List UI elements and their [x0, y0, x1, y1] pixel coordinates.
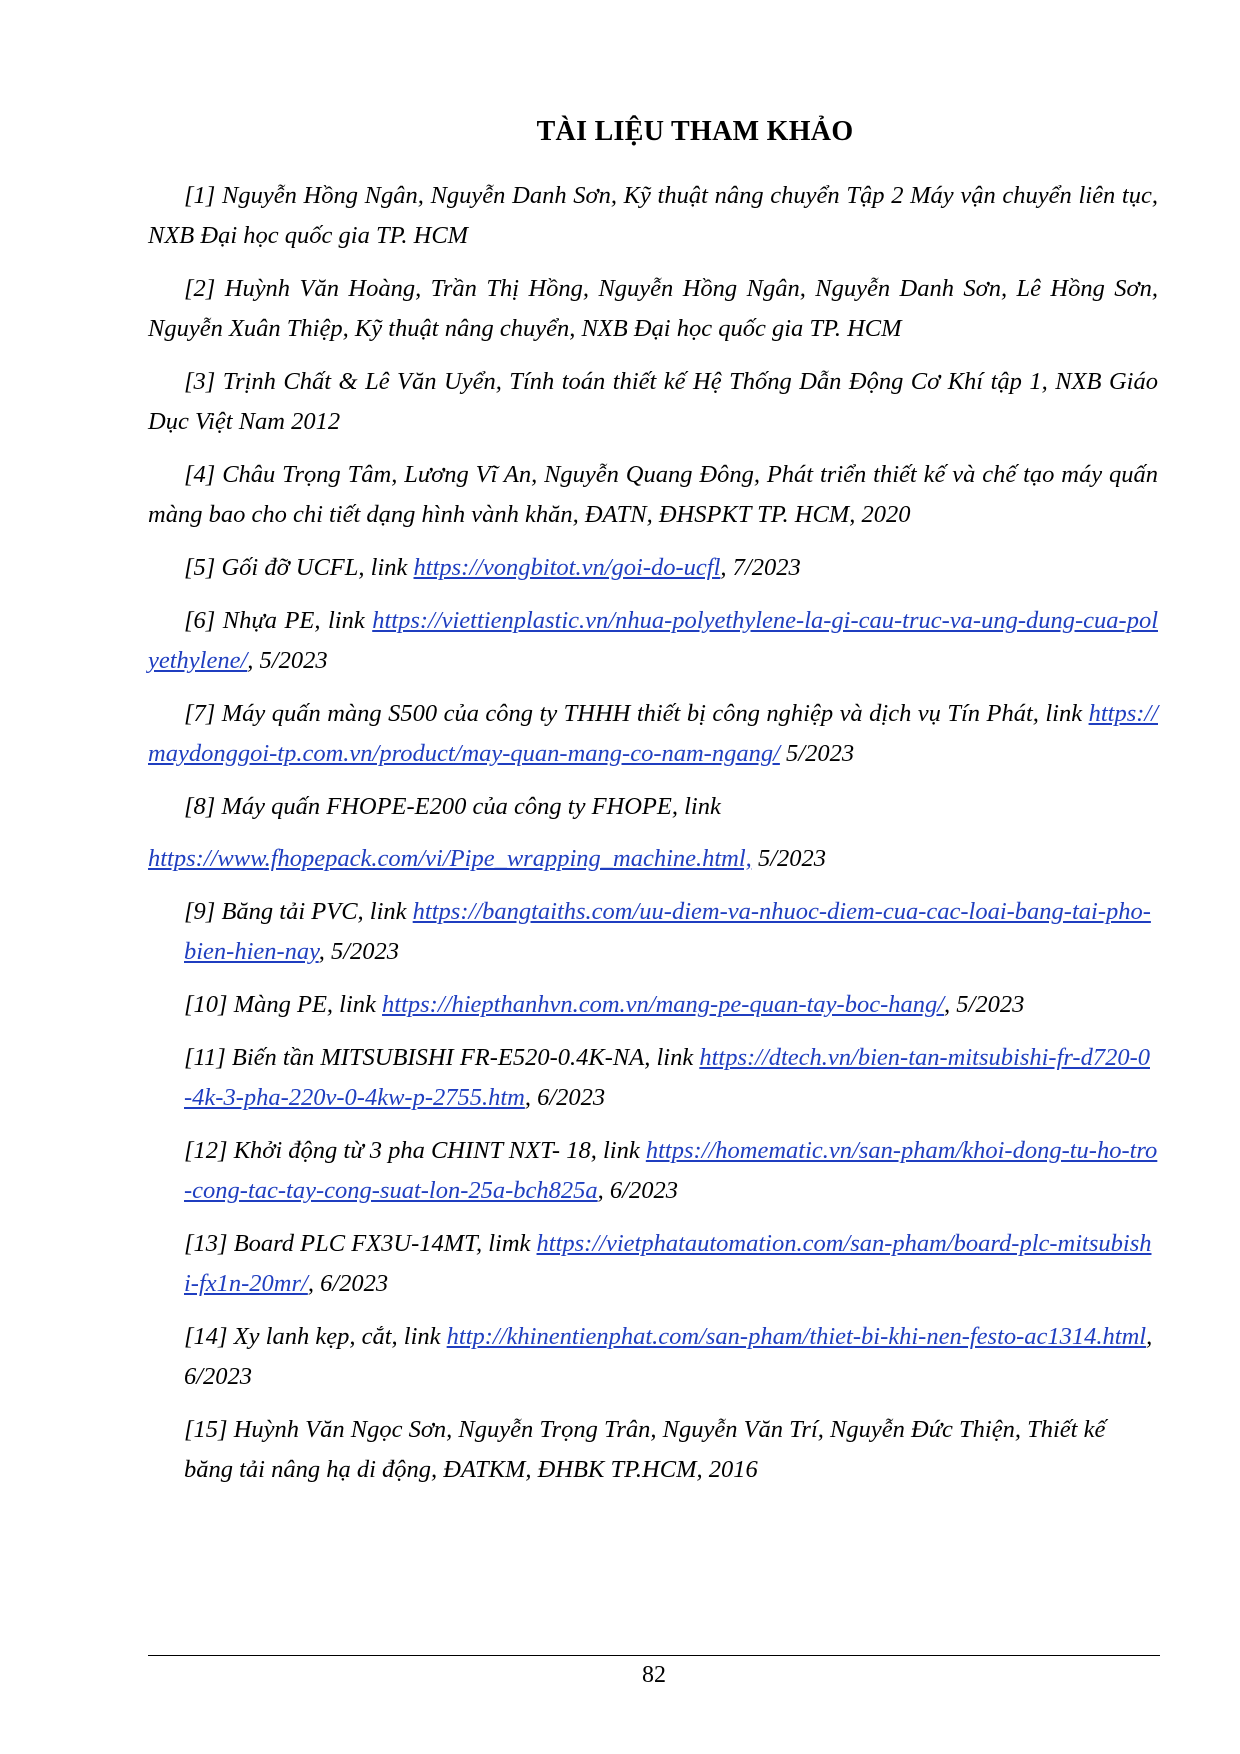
reference-item-5: [148, 548, 1158, 588]
reference-item-7: [148, 694, 1158, 774]
reference-item-15: [15] Huỳnh Văn Ngọc Sơn, Nguyễn Trọng Trân, Nguyễn Văn Trí, Nguyễn Đức Thiện, Thiết kế băng tải nâng hạ di động, ĐATKM, ĐHBK TP.HCM, 2016: [184, 1416, 1106, 1483]
reference-text: [14] Xy lanh kẹp, cắt, link: [184, 1323, 447, 1350]
reference-text: [11] Biến tần MITSUBISHI FR-E520-0.4K-NA, link: [184, 1044, 700, 1071]
reference-item-6: [148, 601, 1158, 681]
reference-date: , 6/2023: [524, 1084, 606, 1111]
reference-item-13: [148, 1224, 1158, 1304]
reference-date: 5/2023: [751, 845, 826, 872]
reference-text: [8] Máy quấn FHOPE-E200 của công ty FHOPE, link: [184, 793, 721, 820]
reference-list: [148, 176, 1158, 1503]
reference-link-line: [148, 839, 1158, 879]
reference-link[interactable]: https://maydonggoi-tp.com.vn/product/may-quan-mang-co-nam-ngang/: [148, 700, 1158, 767]
reference-date: , 7/2023: [720, 554, 801, 581]
reference-item-1: [1] Nguyễn Hồng Ngân, Nguyễn Danh Sơn, Kỹ thuật nâng chuyển Tập 2 Máy vận chuyển liên tục, NXB Đại học quốc gia TP. HCM: [148, 182, 1158, 249]
reference-item-9: [148, 892, 1158, 972]
reference-text: [12] Khởi động từ 3 pha CHINT NXT- 18, link: [184, 1137, 646, 1164]
reference-link[interactable]: https://www.fhopepack.com/vi/Pipe_wrapping_machine.html,: [148, 845, 752, 872]
reference-item-12: [148, 1131, 1158, 1211]
reference-item-4: [4] Châu Trọng Tâm, Lương Vĩ An, Nguyễn Quang Đông, Phát triển thiết kế và chế tạo máy quấn màng bao cho chi tiết dạng hình vành khăn, ĐATN, ĐHSPKT TP. HCM, 2020: [148, 461, 1158, 528]
reference-item-14: [148, 1317, 1158, 1397]
reference-item-2: [2] Huỳnh Văn Hoàng, Trần Thị Hồng, Nguyễn Hồng Ngân, Nguyễn Danh Sơn, Lê Hồng Sơn, Nguyễn Xuân Thiệp, Kỹ thuật nâng chuyển, NXB Đại học quốc gia TP. HCM: [148, 275, 1158, 342]
reference-date: , 5/2023: [318, 938, 400, 965]
reference-item-8: [148, 787, 1158, 879]
page-number: 82: [642, 1662, 666, 1688]
reference-link[interactable]: https://bangtaiths.com/uu-diem-va-nhuoc-diem-cua-cac-loai-bang-tai-pho-bien-hien-nay: [184, 898, 1151, 965]
reference-text: [9] Băng tải PVC, link: [184, 898, 413, 925]
reference-text: [6] Nhựa PE, link: [184, 607, 373, 634]
reference-link[interactable]: http://khinentienphat.com/san-pham/thiet-bi-khi-nen-festo-ac1314.html: [446, 1323, 1147, 1350]
reference-item-10: [148, 985, 1158, 1025]
reference-link[interactable]: https://dtech.vn/bien-tan-mitsubishi-fr-d720-0-4k-3-pha-220v-0-4kw-p-2755.htm: [184, 1044, 1150, 1111]
reference-link[interactable]: https://homematic.vn/san-pham/khoi-dong-tu-ho-tro-cong-tac-tay-cong-suat-lon-25a-bch825a: [184, 1137, 1158, 1204]
reference-text: [7] Máy quấn màng S500 của công ty THHH thiết bị công nghiệp và dịch vụ Tín Phát, link: [184, 700, 1089, 727]
footer-divider: [148, 1655, 1160, 1656]
reference-link[interactable]: https://viettienplastic.vn/nhua-polyethylene-la-gi-cau-truc-va-ung-dung-cua-polyethylene/: [148, 607, 1158, 674]
reference-date: , 6/2023: [307, 1270, 389, 1297]
reference-link[interactable]: https://vietphatautomation.com/san-pham/board-plc-mitsubishi-fx1n-20mr/: [184, 1230, 1152, 1297]
reference-item-3: [3] Trịnh Chất & Lê Văn Uyển, Tính toán thiết kế Hệ Thống Dẫn Động Cơ Khí tập 1, NXB Giáo Dục Việt Nam 2012: [148, 368, 1158, 435]
reference-link[interactable]: https://vongbitot.vn/goi-do-ucfl: [413, 554, 721, 581]
reference-item-11: [148, 1038, 1158, 1118]
reference-date: , 6/2023: [597, 1177, 678, 1204]
reference-text: [5] Gối đỡ UCFL, link: [184, 554, 414, 581]
reference-link[interactable]: https://hiepthanhvn.com.vn/mang-pe-quan-tay-boc-hang/: [382, 991, 945, 1018]
reference-date: , 5/2023: [944, 991, 1025, 1018]
reference-date: , 5/2023: [247, 647, 328, 674]
reference-text: [13] Board PLC FX3U-14MT, limk: [184, 1230, 537, 1257]
reference-text: [10] Màng PE, link: [184, 991, 383, 1018]
page-title: TÀI LIỆU THAM KHẢO: [536, 116, 854, 147]
reference-date: , 6/2023: [184, 1323, 1153, 1390]
reference-date: 5/2023: [779, 740, 855, 767]
